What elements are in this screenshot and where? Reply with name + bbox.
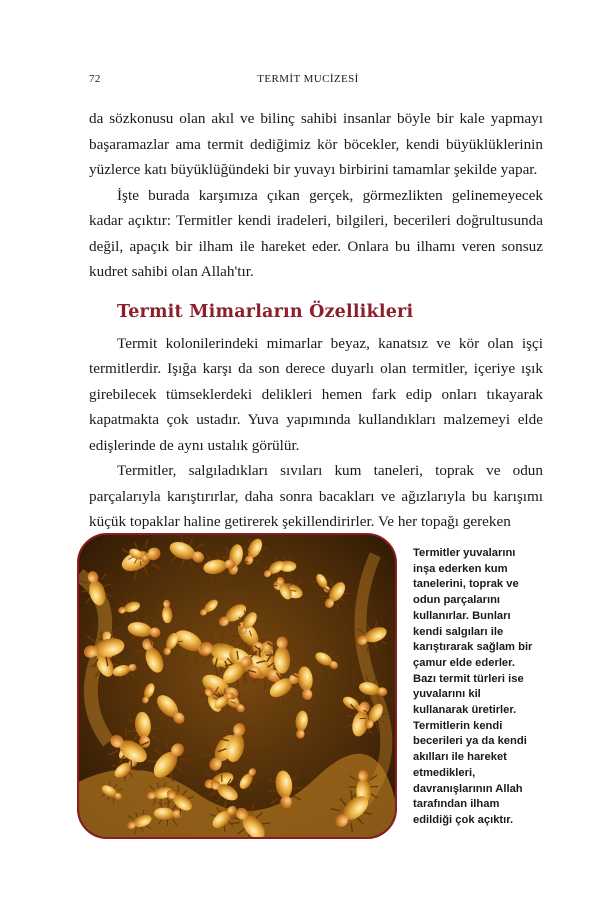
paragraph-2: İşte burada karşımıza çıkan gerçek, görmezlikten gelinemeyecek kadar açıktır: Termitler kendi iradeleri, bilgileri, becerileri doğrultusunda değil, apaçık bir ilham ile hareket eder. Onlara bu ilhamı veren sonsuz kudret sahibi olan Allah'tır. <box>89 186 543 280</box>
section-heading: Termit Mimarların Özellikleri <box>117 301 414 322</box>
photo-caption: Termitler yuvalarını inşa ederken kum tanelerini, toprak ve odun parçalarını kullanırlar. Bunları kendi salgıları ile karıştırarak sağlam bir çamur elde ederler. Bazı termit türleri ise yuvalarını kil kullanarak üretirler. Termitlerin kendi becerileri ya da kendi akılları ile hareket etmedikleri, davranışlarının Allah tarafından ilham edildiği çok açıktır. <box>413 547 533 826</box>
running-title: TERMİT MUCİZESİ <box>257 73 359 85</box>
termite-photo-illustration <box>79 535 395 837</box>
body-text <box>89 106 543 535</box>
section-paragraph-1: Termit kolonilerindeki mimarlar beyaz, kanatsız ve kör olan işçi termitlerdir. Işığa karşı da son derece duyarlı olan termitler, içeriye ışık girebilecek tümseklerdeki delikleri hemen fark edip onları tıkayarak kapatmakta çok ustadır. Yuva yapımında kullandıkları malzemeyi elde edişlerinde de aynı ustalık görülür. <box>89 334 543 454</box>
page-header <box>0 71 616 89</box>
termite-photo <box>77 533 397 839</box>
paragraph-1: da sözkonusu olan akıl ve bilinç sahibi insanlar böyle bir kale yapmayı başaramazlar ama termit dediğimiz kör böcekler, kendi büyüklüklerinin yüzlerce katı büyüklüğündeki bir yuvayı birbirini tamamlar şekilde yapar. <box>89 110 543 178</box>
section-paragraph-2: Termitler, salgıladıkları sıvıları kum taneleri, toprak ve odun parçalarıyla karıştırırlar, daha sonra bacakları ve ağızlarıyla bu karışımı küçük topaklar haline getirerek şekillendirirler. Ve her topağı gereken <box>89 462 543 530</box>
page-number: 72 <box>89 73 101 85</box>
